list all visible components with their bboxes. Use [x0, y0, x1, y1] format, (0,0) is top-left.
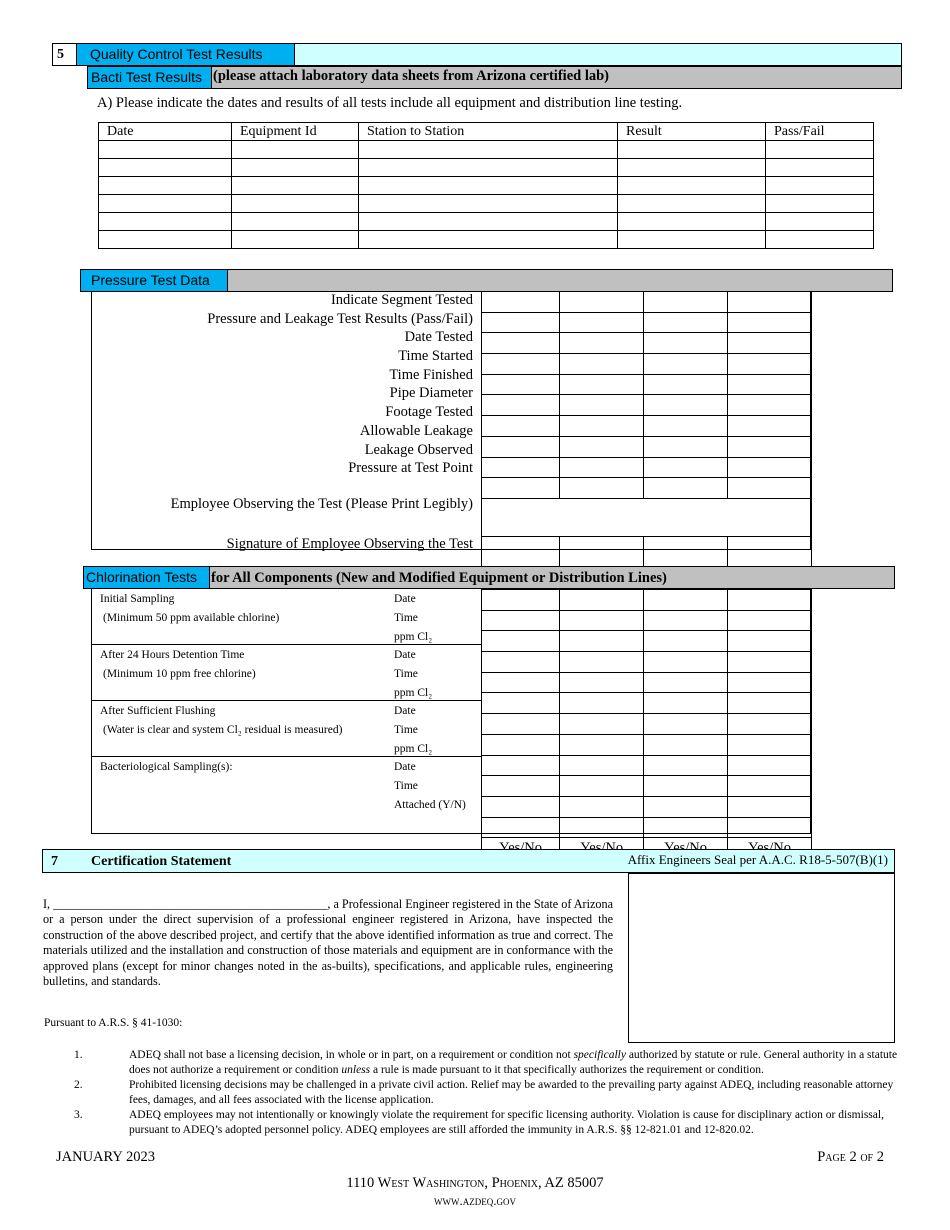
column-header: Result: [618, 123, 766, 141]
chlorination-group: [92, 589, 481, 645]
group-title: Bacteriological Sampling(s):: [100, 761, 233, 773]
pressure-cell[interactable]: [644, 416, 728, 437]
chlorination-tab: Chlorination Tests: [83, 566, 210, 589]
chlorination-cell[interactable]: [560, 652, 644, 673]
table-header-row: [99, 123, 874, 141]
pass-fail-cell[interactable]: [766, 195, 874, 213]
section-7-header: [42, 849, 895, 873]
group-title: After Sufficient Flushing: [100, 705, 216, 717]
section-title: Certification Statement: [91, 854, 232, 869]
employee-name-field[interactable]: [482, 498, 812, 536]
table-row: [99, 231, 874, 249]
pressure-cell[interactable]: [728, 478, 812, 499]
pressure-cell[interactable]: [482, 395, 560, 416]
chlorination-cell[interactable]: [644, 755, 728, 776]
pressure-row-label: Indicate Segment Tested: [330, 292, 473, 308]
result-cell[interactable]: [618, 213, 766, 231]
chlorination-cell[interactable]: [482, 755, 560, 776]
employee-label: Employee Observing the Test (Please Print Legibly): [170, 495, 473, 512]
chlorination-cell[interactable]: [728, 590, 812, 611]
pursuant-text: Pursuant to A.R.S. § 41-1030:: [44, 1017, 183, 1029]
field-label: Date: [394, 593, 416, 605]
chlorination-cell[interactable]: [560, 796, 644, 817]
chlorination-cell[interactable]: [644, 796, 728, 817]
station-cell[interactable]: [359, 141, 618, 159]
pressure-cell[interactable]: [560, 395, 644, 416]
field-label: ppm Cl₂: [394, 631, 433, 643]
chlorination-cell[interactable]: [644, 734, 728, 755]
pressure-cell[interactable]: [560, 292, 644, 313]
table-row: [99, 159, 874, 177]
date-cell[interactable]: [99, 159, 232, 177]
chlorination-cell[interactable]: [482, 631, 560, 652]
pressure-cell[interactable]: [482, 416, 560, 437]
pressure-cell[interactable]: [482, 436, 560, 457]
pressure-cell[interactable]: [560, 436, 644, 457]
table-row: [99, 177, 874, 195]
field-label: ppm Cl₂: [394, 743, 433, 755]
chlorination-cell[interactable]: [560, 817, 644, 838]
engineer-seal-box[interactable]: [628, 873, 895, 1043]
field-label: Date: [394, 649, 416, 661]
pressure-row-label: Allowable Leakage: [359, 422, 473, 439]
result-cell[interactable]: [618, 159, 766, 177]
equipment-cell[interactable]: [232, 195, 359, 213]
equipment-cell[interactable]: [232, 213, 359, 231]
pressure-row-label: Time Started: [398, 348, 473, 365]
chlorination-cell[interactable]: [482, 776, 560, 797]
pass-fail-cell[interactable]: [766, 213, 874, 231]
note-number: 2.: [74, 1079, 83, 1091]
bacti-note: (please attach laboratory data sheets from Arizona certified lab): [213, 68, 609, 84]
chlorination-group: [92, 701, 481, 757]
column-header: Equipment Id: [232, 123, 359, 141]
date-cell[interactable]: [99, 231, 232, 249]
footer-page: Page 2 of 2: [817, 1149, 884, 1165]
field-label: ppm Cl₂: [394, 687, 433, 699]
pressure-cell[interactable]: [728, 436, 812, 457]
station-cell[interactable]: [359, 213, 618, 231]
chlorination-cell[interactable]: [482, 610, 560, 631]
chlorination-cell[interactable]: [560, 714, 644, 735]
pass-fail-cell[interactable]: [766, 159, 874, 177]
pass-fail-cell[interactable]: [766, 177, 874, 195]
table-row: [99, 195, 874, 213]
date-cell[interactable]: [99, 141, 232, 159]
chlorination-cell[interactable]: [560, 590, 644, 611]
chlorination-cell[interactable]: [644, 590, 728, 611]
chlorination-cell[interactable]: [560, 631, 644, 652]
section-number: 7: [51, 854, 58, 869]
pressure-cell[interactable]: [644, 478, 728, 499]
group-title: Initial Sampling: [100, 593, 175, 605]
chlorination-cell[interactable]: [644, 610, 728, 631]
field-label: Attached (Y/N): [394, 799, 466, 811]
note-number: 3.: [74, 1109, 83, 1121]
chlorination-cell[interactable]: [644, 652, 728, 673]
column-header: Pass/Fail: [766, 123, 874, 141]
table-row: [99, 213, 874, 231]
pressure-cell[interactable]: [482, 478, 560, 499]
chlorination-cell[interactable]: [728, 734, 812, 755]
pressure-cell[interactable]: [728, 374, 812, 395]
result-cell[interactable]: [618, 195, 766, 213]
chlorination-cell[interactable]: [482, 693, 560, 714]
chlorination-cell[interactable]: [482, 672, 560, 693]
pressure-cell[interactable]: [644, 374, 728, 395]
chlorination-note: for All Components (New and Modified Equipment or Distribution Lines): [211, 570, 667, 586]
chlorination-cell[interactable]: [560, 755, 644, 776]
chlorination-cell[interactable]: [728, 672, 812, 693]
pressure-row-label: Footage Tested: [385, 404, 473, 421]
chlorination-group: [92, 757, 481, 813]
date-cell[interactable]: [99, 195, 232, 213]
pressure-cell[interactable]: [728, 395, 812, 416]
pressure-cell[interactable]: [560, 478, 644, 499]
pressure-row-label: Pressure at Test Point: [348, 460, 473, 477]
pressure-cell[interactable]: [482, 312, 560, 333]
footer-date: JANUARY 2023: [56, 1149, 155, 1165]
chlorination-cell[interactable]: [644, 817, 728, 838]
chlorination-cell[interactable]: [482, 714, 560, 735]
chlorination-cell[interactable]: [482, 796, 560, 817]
pressure-cell[interactable]: [728, 312, 812, 333]
pressure-cell[interactable]: [644, 354, 728, 375]
pass-fail-cell[interactable]: [766, 141, 874, 159]
pressure-row-label: Pipe Diameter: [389, 385, 473, 402]
pressure-cell[interactable]: [560, 312, 644, 333]
pressure-cell[interactable]: [728, 416, 812, 437]
note-number: 1.: [74, 1049, 83, 1061]
station-cell[interactable]: [359, 231, 618, 249]
chlorination-group: [92, 645, 481, 701]
chlorination-cell[interactable]: [728, 610, 812, 631]
pressure-cell[interactable]: [560, 333, 644, 354]
chlorination-cell[interactable]: [482, 590, 560, 611]
station-cell[interactable]: [359, 159, 618, 177]
chlorination-cell[interactable]: [728, 776, 812, 797]
group-subtitle: (Water is clear and system Cl₂ residual is measured): [103, 724, 343, 736]
pressure-cell[interactable]: [644, 436, 728, 457]
group-title: After 24 Hours Detention Time: [100, 649, 245, 661]
pressure-block: [91, 291, 811, 550]
chlorination-cell[interactable]: [728, 693, 812, 714]
pressure-cell[interactable]: [644, 333, 728, 354]
chlorination-cell[interactable]: [728, 714, 812, 735]
result-cell[interactable]: [618, 177, 766, 195]
pressure-cell[interactable]: [728, 457, 812, 478]
chlorination-cell[interactable]: [728, 817, 812, 838]
pressure-row-label: Time Finished: [389, 366, 473, 383]
station-cell[interactable]: [359, 177, 618, 195]
pressure-cell[interactable]: [482, 457, 560, 478]
chlorination-cell[interactable]: [728, 796, 812, 817]
field-label: Time: [394, 780, 418, 792]
field-label: Date: [394, 705, 416, 717]
field-label: Date: [394, 761, 416, 773]
chlorination-cell[interactable]: [728, 755, 812, 776]
pressure-row-label: Leakage Observed: [364, 441, 473, 458]
signature-label: Signature of Employee Observing the Test: [226, 535, 473, 552]
column-header: Date: [99, 123, 232, 141]
pressure-cell[interactable]: [482, 354, 560, 375]
pressure-labels: [92, 291, 481, 550]
pressure-row-label: Date Tested: [404, 329, 473, 346]
chlorination-block: [91, 589, 811, 834]
result-cell[interactable]: [618, 141, 766, 159]
chlorination-cell[interactable]: [728, 652, 812, 673]
pressure-tab: Pressure Test Data: [80, 269, 228, 292]
chlorination-cell[interactable]: [644, 672, 728, 693]
bacti-table: [98, 122, 874, 249]
pressure-cell[interactable]: [644, 395, 728, 416]
chlorination-cell[interactable]: [644, 714, 728, 735]
pressure-cell[interactable]: [728, 354, 812, 375]
group-subtitle: (Minimum 10 ppm free chlorine): [103, 668, 256, 680]
equipment-cell[interactable]: [232, 177, 359, 195]
equipment-cell[interactable]: [232, 141, 359, 159]
bacti-tab: Bacti Test Results: [87, 66, 212, 89]
pressure-row-label: Pressure and Leakage Test Results (Pass/Fail): [207, 310, 473, 327]
pressure-cell[interactable]: [644, 457, 728, 478]
section-5-header: [52, 43, 902, 66]
date-cell[interactable]: [99, 213, 232, 231]
chlorination-cell[interactable]: [482, 652, 560, 673]
pressure-cell[interactable]: [482, 292, 560, 313]
section-title-tab: Quality Control Test Results: [76, 43, 295, 66]
pressure-cell[interactable]: [728, 333, 812, 354]
note-text: Prohibited licensing decisions may be challenged in a private civil action. Relief may be awarded to the prevailing party against ADEQ, including reasonable attorney fees, damages, and all fees associated with the license application.: [129, 1079, 894, 1106]
certification-statement: I, _____________________________________________, a Professional Engineer registered in the State of Arizona or a person under the direct supervision of a professional engineer registered in Arizona, have inspected the construction of the above described project, and certify that the above identified information as true and correct. The materials utilized and the installation and construction of those materials and equipment are in conformance with the approved plans (except for minor changes noted in the as-builts), specifications, and applicable rules, engineering bulletins, and standards.: [43, 897, 614, 989]
chlorination-cell[interactable]: [644, 776, 728, 797]
section-number: 5: [52, 43, 77, 66]
seal-label: Affix Engineers Seal per A.A.C. R18-5-507(B)(1): [627, 852, 888, 867]
field-label: Time: [394, 668, 418, 680]
equipment-cell[interactable]: [232, 159, 359, 177]
pressure-cell[interactable]: [482, 333, 560, 354]
pressure-cell[interactable]: [644, 312, 728, 333]
footer-website[interactable]: www.azdeq.gov: [434, 1193, 516, 1208]
chlorination-cell[interactable]: [560, 776, 644, 797]
pressure-grid: [481, 291, 812, 574]
chlorination-cell[interactable]: [728, 631, 812, 652]
equipment-cell[interactable]: [232, 231, 359, 249]
note-text: ADEQ shall not base a licensing decision, in whole or in part, on a requirement or condition not specifically authorized by statute or rule. General authority in a statute does not authorize a requirement or condition unless a rule is made pursuant to it that specifically authorizes the requirement or condition.: [129, 1049, 898, 1076]
chlorination-cell[interactable]: [644, 631, 728, 652]
chlorination-cell[interactable]: [644, 693, 728, 714]
table-row: [99, 141, 874, 159]
chlorination-grid: [481, 589, 812, 859]
chlorination-cell[interactable]: [482, 734, 560, 755]
station-cell[interactable]: [359, 195, 618, 213]
group-subtitle: (Minimum 50 ppm available chlorine): [103, 612, 280, 624]
column-header: Station to Station: [359, 123, 618, 141]
bacti-instruction: A) Please indicate the dates and results of all tests include all equipment and distribution line testing.: [97, 95, 683, 111]
pressure-header: [80, 269, 893, 292]
pressure-cell[interactable]: [644, 292, 728, 313]
chlorination-cell[interactable]: [560, 672, 644, 693]
field-label: Time: [394, 612, 418, 624]
chlorination-cell[interactable]: [482, 817, 560, 838]
field-label: Time: [394, 724, 418, 736]
pass-fail-cell[interactable]: [766, 231, 874, 249]
pressure-cell[interactable]: [728, 292, 812, 313]
chlorination-cell[interactable]: [560, 610, 644, 631]
footer-address: 1110 West Washington, Phoenix, AZ 85007: [346, 1175, 604, 1191]
pressure-cell[interactable]: [560, 374, 644, 395]
pressure-cell[interactable]: [560, 457, 644, 478]
chlorination-header: [83, 566, 895, 589]
result-cell[interactable]: [618, 231, 766, 249]
date-cell[interactable]: [99, 177, 232, 195]
note-text: ADEQ employees may not intentionally or knowingly violate the requirement for specific licensing authority. Violation is cause for disciplinary action or dismissal, pursuant to ADEQ’s adopted personnel policy. ADEQ employees are still afforded the immunity in A.R.S. §§ 12-821.01 and 12-820.02.: [129, 1109, 884, 1136]
chlorination-cell[interactable]: [560, 693, 644, 714]
chlorination-cell[interactable]: [560, 734, 644, 755]
pressure-cell[interactable]: [482, 374, 560, 395]
pressure-cell[interactable]: [560, 416, 644, 437]
bacti-header: [87, 66, 902, 89]
pressure-cell[interactable]: [560, 354, 644, 375]
